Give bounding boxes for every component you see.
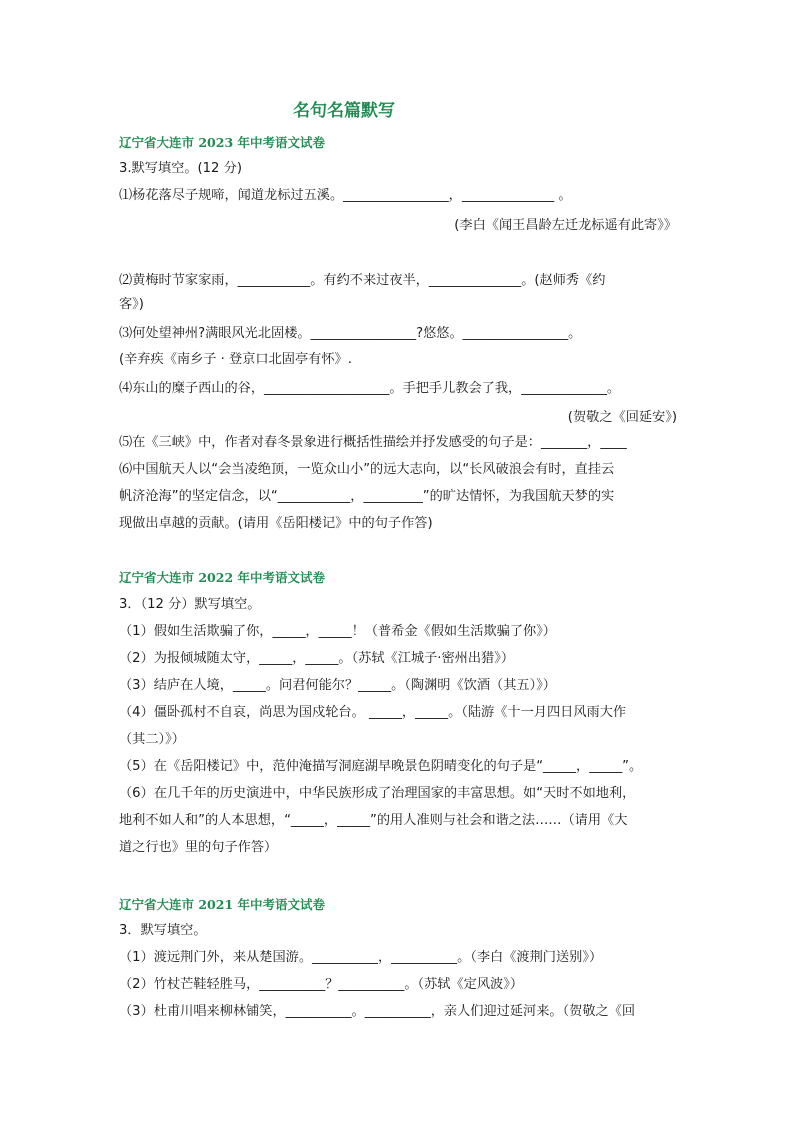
question-item-3: （3）杜甫川唱来柳林铺笑，__________。__________，亲人们迎过延河来。（贺敬之《回 (119, 1004, 636, 1019)
question-item-2-cont: 客》) (119, 297, 144, 312)
question-item-5: （5）在《岳阳楼记》中，范仲淹描写洞庭湖早晚景色阴晴变化的句子是“_____，_____”。 (119, 759, 643, 774)
section-heading-2023: 辽宁省大连市 2023 年中考语文试卷 (119, 135, 325, 150)
question-item-6-cont: 帆济沧海”的坚定信念，以“___________，_________”的旷达情怀，为我国航天梦的实 (119, 489, 615, 504)
question-item-2: （2）竹杖芒鞋轻胜马，__________？__________。（苏轼《定风波》） (119, 977, 524, 992)
question-item-6-cont: 现做出卓越的贡献。(请用《岳阳楼记》中的句子作答) (119, 516, 433, 531)
question-item-4-cont: （其二）》） (119, 732, 185, 747)
question-item-4: ⑷东山的糜子西山的谷，___________________。手把手儿教会了我，_____________。 (119, 381, 621, 396)
question-stem: 3．（12 分）默写填空。 (119, 597, 261, 612)
item-source: (李白《闻王昌龄左迁龙标遥有此寄》》 (454, 218, 677, 233)
question-stem: 3.默写填空。(12 分) (119, 161, 242, 176)
question-item-5: ⑸在《三峡》中，作者对春冬景象进行概括性描绘并抒发感受的句子是：_______，____ (119, 435, 627, 450)
question-item-1: ⑴杨花落尽子规啼，闻道龙标过五溪。________________，______________ 。 (119, 188, 572, 203)
question-item-6: ⑹中国航天人以“会当凌绝顶，一览众山小”的远大志向，以“长风破浪会有时，直挂云 (119, 462, 615, 477)
page-title: 名句名篇默写 (293, 101, 395, 121)
question-item-6: （6）在几千年的历史演进中，中华民族形成了治理国家的丰富思想。如“天时不如地利， (119, 786, 636, 801)
question-item-3-source: (辛弃疾《南乡子 · 登京口北固亭有怀》. (119, 352, 352, 367)
question-item-3: ⑶何处望神州?满眼风光北固楼。________________?悠悠。________________。 (119, 326, 582, 341)
question-stem: 3．默写填空。 (119, 923, 207, 938)
question-item-4: （4）僵卧孤村不自哀，尚思为国戍轮台。 _____，_____。（陆游《十一月四日风雨大作 (119, 705, 627, 720)
section-heading-2022: 辽宁省大连市 2022 年中考语文试卷 (119, 570, 325, 585)
question-item-1: （1）假如生活欺骗了你，_____，_____！（普希金《假如生活欺骗了你》） (119, 624, 556, 639)
item-source: (贺敬之《回延安》) (567, 410, 677, 425)
question-item-3: （3）结庐在人境，_____。问君何能尔？_____。（陶渊明《饮酒（其五）》） (119, 678, 556, 693)
question-item-2: （2）为报倾城随太守，_____，_____。（苏轼《江城子·密州出猎》） (119, 651, 515, 666)
section-heading-2021: 辽宁省大连市 2021 年中考语文试卷 (119, 897, 325, 912)
question-item-2: ⑵黄梅时节家家雨，___________。有约不来过夜半，______________。(赵师秀《约 (119, 273, 606, 288)
question-item-6-cont: 地利不如人和”的人本思想，“_____，_____”的用人准则与社会和谐之法……（请用《大 (119, 813, 628, 828)
question-item-6-cont: 道之行也》里的句子作答） (119, 840, 278, 855)
question-item-1: （1）渡远荆门外，来从楚国游。__________，__________。（李白《渡荆门送别》） (119, 950, 603, 965)
